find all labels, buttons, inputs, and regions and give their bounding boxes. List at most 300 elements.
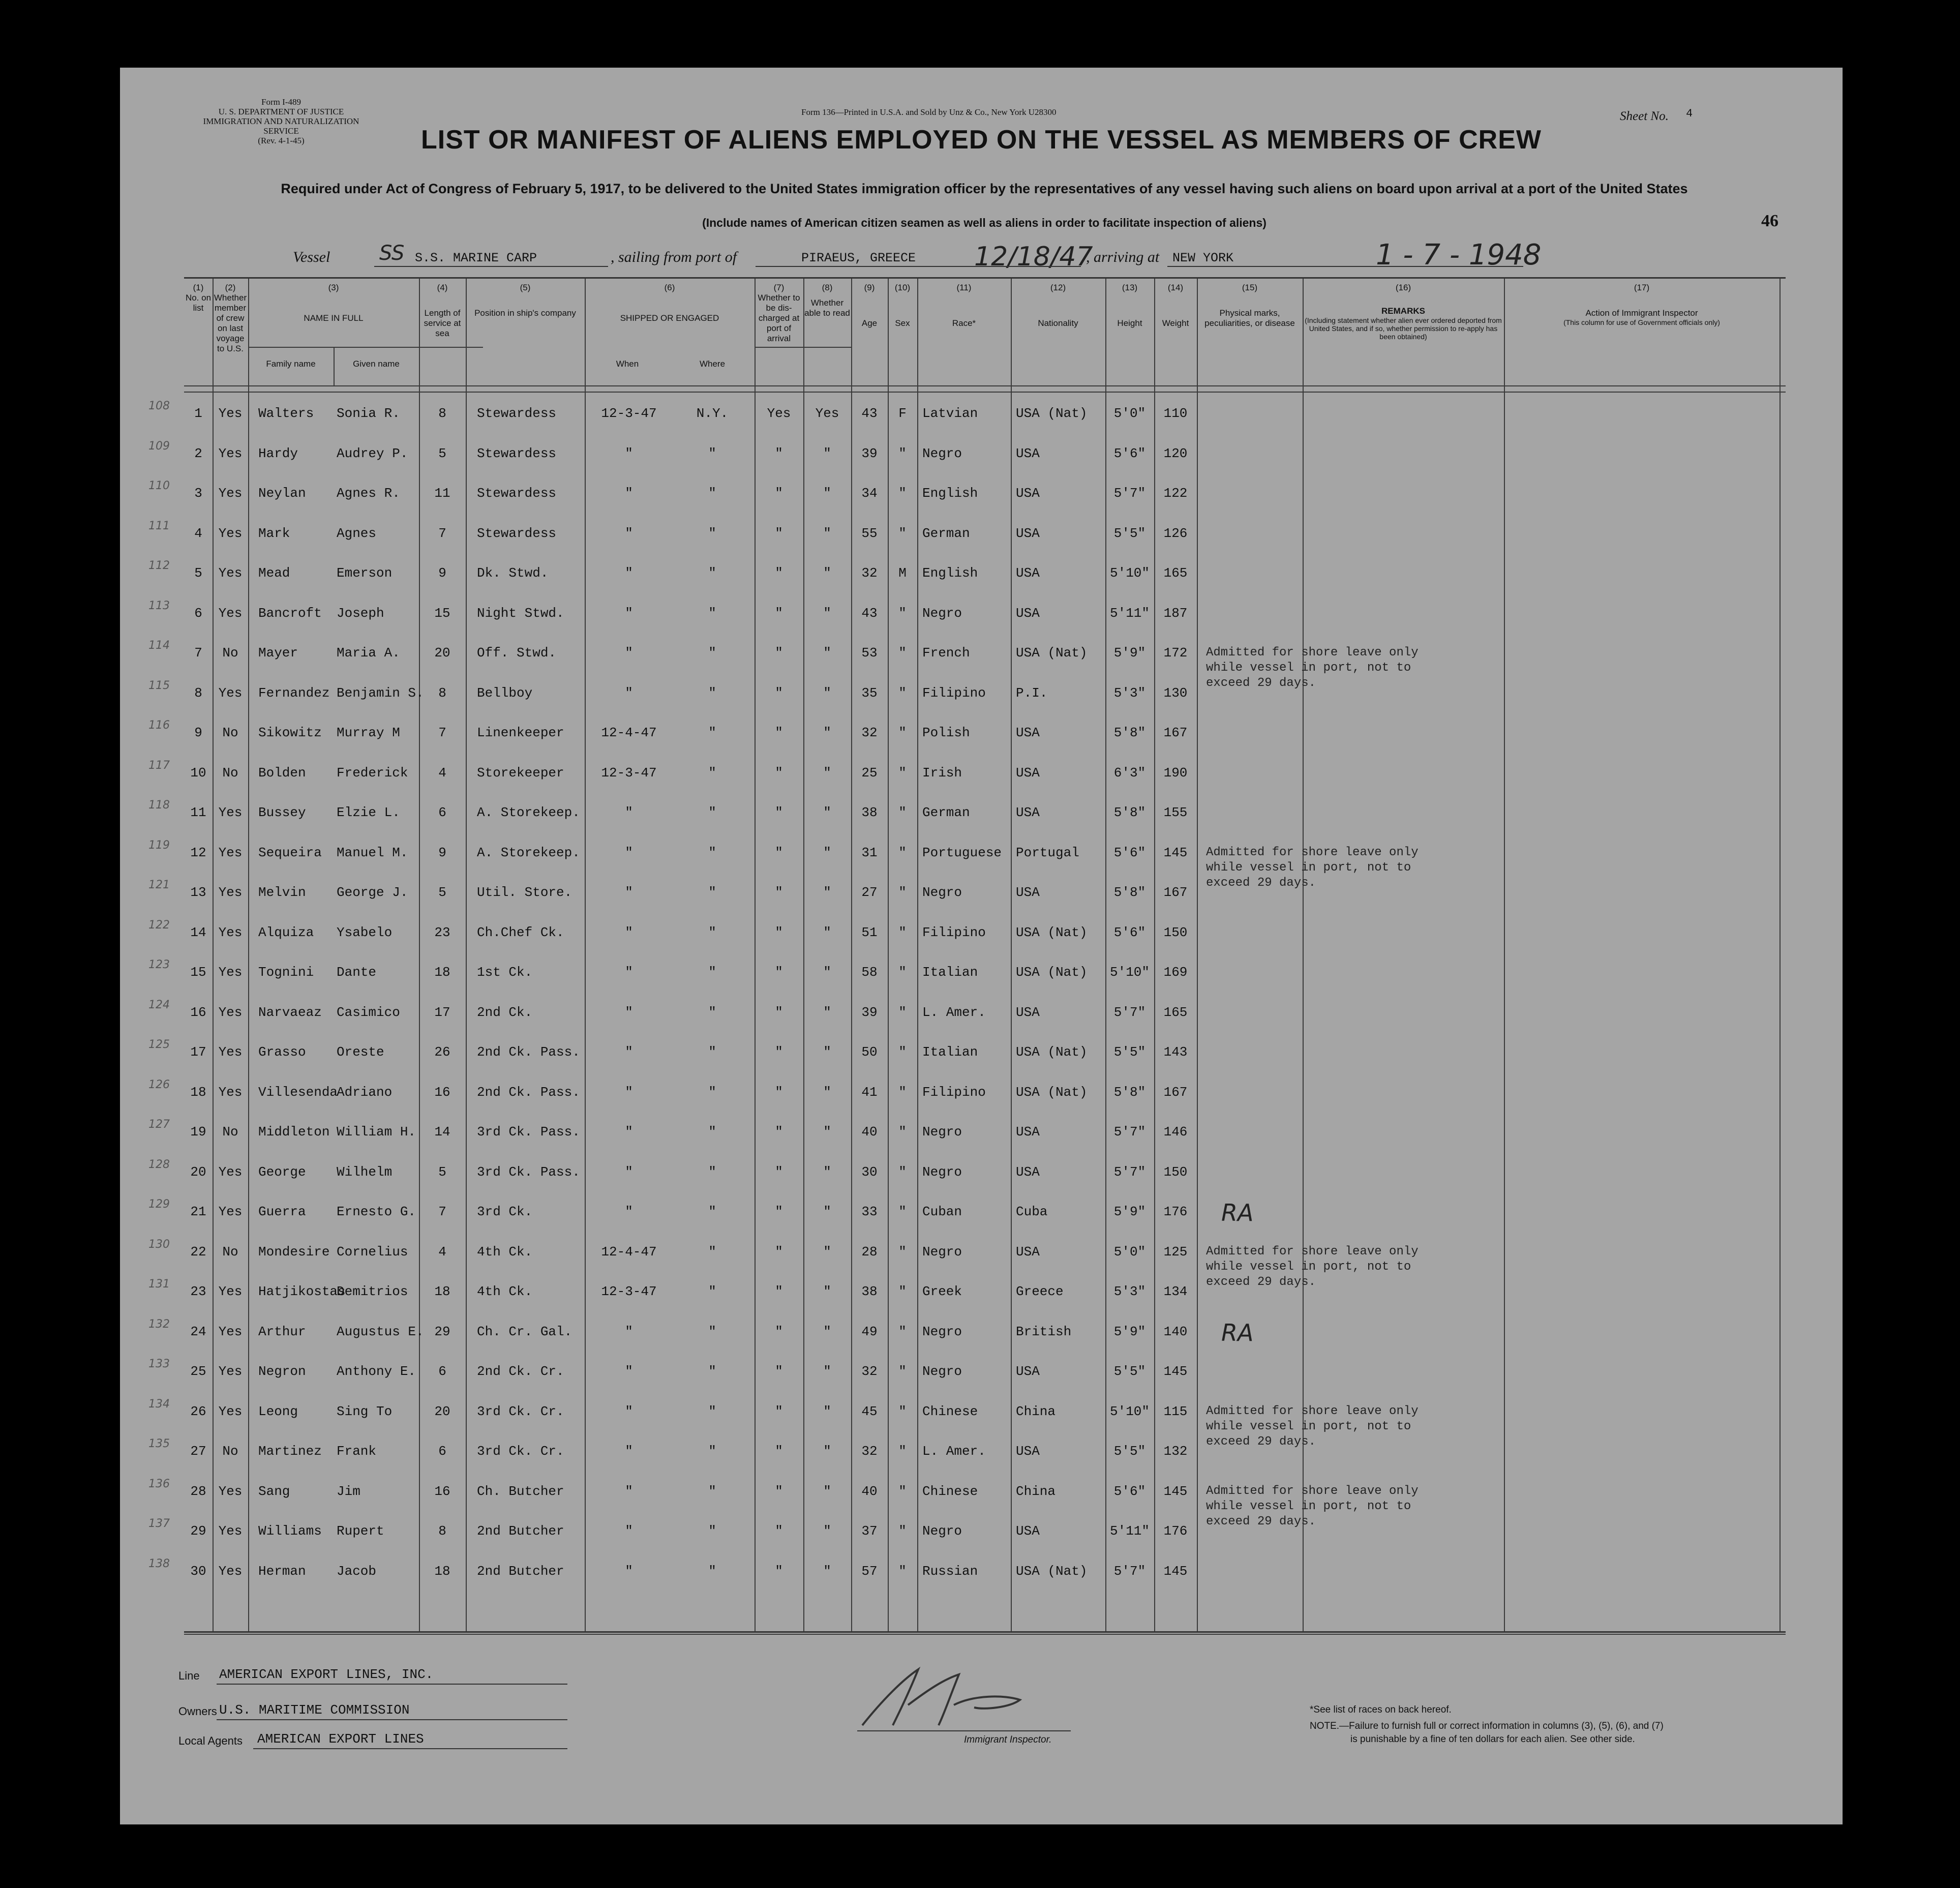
cell-prev: No xyxy=(222,645,238,661)
cell-family: Guerra xyxy=(258,1204,306,1219)
handwritten-serial: 136 xyxy=(148,1477,170,1490)
table-row xyxy=(148,759,1786,805)
cell-age: 37 xyxy=(861,1523,878,1539)
handwritten-serial: 134 xyxy=(148,1397,170,1411)
cell-ht: 5'0" xyxy=(1113,1244,1146,1260)
cell-given: Demitrios xyxy=(337,1284,408,1299)
handwritten-serial: 119 xyxy=(148,838,170,852)
cell-age: 31 xyxy=(861,845,878,860)
inspector-initials: RA xyxy=(1221,1199,1254,1226)
cell-dis: " xyxy=(775,1124,783,1140)
cell-dis: " xyxy=(775,845,783,860)
cell-given: Audrey P. xyxy=(337,445,408,461)
cell-no: 16 xyxy=(190,1004,206,1020)
cell-when: " xyxy=(625,1124,633,1140)
cell-svc: 29 xyxy=(434,1324,450,1339)
cell-dis: " xyxy=(775,1084,783,1100)
cell-dis: " xyxy=(775,805,783,820)
cell-read: " xyxy=(823,645,831,661)
col-5-header: (5) Position in ship's company xyxy=(474,283,576,318)
cell-pos: 2nd Ck. Cr. xyxy=(477,1364,564,1379)
cell-where: " xyxy=(708,605,716,621)
arrival-port: NEW YORK xyxy=(1172,251,1234,265)
cell-wt: 126 xyxy=(1163,525,1188,541)
cell-prev: Yes xyxy=(218,1204,243,1219)
cell-read: " xyxy=(823,1444,831,1459)
races-note: *See list of races on back hereof. xyxy=(1310,1704,1452,1715)
cell-age: 35 xyxy=(861,685,878,701)
handwritten-serial: 115 xyxy=(148,679,170,692)
cell-read: " xyxy=(823,1044,831,1060)
cell-prev: Yes xyxy=(218,845,243,860)
manifest-page xyxy=(120,68,1843,1824)
cell-wt: 155 xyxy=(1163,805,1188,820)
cell-dis: " xyxy=(775,445,783,461)
cell-age: 57 xyxy=(861,1563,878,1579)
cell-pos: Dk. Stwd. xyxy=(477,565,549,581)
cell-svc: 26 xyxy=(434,1044,450,1060)
cell-svc: 7 xyxy=(438,725,446,740)
cell-when: 12-4-47 xyxy=(601,1244,657,1260)
cell-svc: 5 xyxy=(438,445,446,461)
cell-nat: USA xyxy=(1016,805,1040,820)
cell-no: 18 xyxy=(190,1084,206,1100)
inspector-initials: RA xyxy=(1221,1318,1254,1346)
cell-where: " xyxy=(708,1244,716,1260)
vessel-handwritten: SS xyxy=(379,242,405,265)
cell-race: Negro xyxy=(922,445,962,461)
cell-age: 58 xyxy=(861,965,878,980)
cell-pos: Bellboy xyxy=(477,685,533,701)
remark-shore-leave: Admitted for shore leave only while vessel in port, not to exceed 29 days. xyxy=(1206,1404,1419,1449)
cell-wt: 145 xyxy=(1163,845,1188,860)
handwritten-serial: 125 xyxy=(148,1038,170,1051)
cell-wt: 167 xyxy=(1163,725,1188,740)
cell-dis: " xyxy=(775,1324,783,1339)
cell-pos: Stewardess xyxy=(477,445,557,461)
cell-prev: Yes xyxy=(218,885,243,900)
cell-wt: 176 xyxy=(1163,1204,1188,1219)
cell-nat: USA xyxy=(1016,765,1040,781)
cell-nat: USA (Nat) xyxy=(1016,645,1088,661)
cell-read: " xyxy=(823,965,831,980)
cell-age: 27 xyxy=(861,885,878,900)
remark-shore-leave: Admitted for shore leave only while vessel in port, not to exceed 29 days. xyxy=(1206,845,1419,890)
cell-when: " xyxy=(625,1563,633,1579)
cell-pos: 3rd Ck. Pass. xyxy=(477,1124,580,1140)
cell-given: George J. xyxy=(337,885,408,900)
cell-pos: 3rd Ck. Pass. xyxy=(477,1164,580,1180)
col-15-header: (15) Physical marks, peculiarities, or disease xyxy=(1204,283,1295,328)
cell-wt: 187 xyxy=(1163,605,1188,621)
cell-race: Negro xyxy=(922,1164,962,1180)
cell-sex: " xyxy=(898,445,907,461)
cell-given: Sing To xyxy=(337,1403,393,1419)
cell-where: " xyxy=(708,1403,716,1419)
voyage-line xyxy=(120,238,1843,272)
cell-svc: 8 xyxy=(438,406,446,421)
cell-svc: 20 xyxy=(434,1403,450,1419)
cell-read: Yes xyxy=(815,406,839,421)
cell-no: 5 xyxy=(194,565,202,581)
cell-where: " xyxy=(708,645,716,661)
cell-read: " xyxy=(823,1324,831,1339)
cell-wt: 145 xyxy=(1163,1364,1188,1379)
cell-nat: Greece xyxy=(1016,1284,1064,1299)
col-2-header: (2) Whether member of crew on last voyage to U.S. xyxy=(214,283,247,353)
cell-pos: Off. Stwd. xyxy=(477,645,557,661)
cell-where: " xyxy=(708,486,716,501)
cell-when: " xyxy=(625,1004,633,1020)
cell-pos: Stewardess xyxy=(477,525,557,541)
cell-dis: " xyxy=(775,1444,783,1459)
cell-sex: " xyxy=(898,605,907,621)
cell-no: 13 xyxy=(190,885,206,900)
cell-prev: Yes xyxy=(218,1284,243,1299)
cell-read: " xyxy=(823,565,831,581)
cell-wt: 132 xyxy=(1163,1444,1188,1459)
cell-no: 1 xyxy=(194,406,202,421)
cell-svc: 6 xyxy=(438,1364,446,1379)
cell-given: Elzie L. xyxy=(337,805,400,820)
cell-given: Emerson xyxy=(337,565,393,581)
handwritten-serial: 108 xyxy=(148,400,170,412)
cell-where: " xyxy=(708,845,716,860)
arriving-label: , arriving at xyxy=(1086,249,1160,265)
family-name-header: Family name xyxy=(266,359,316,369)
cell-when: " xyxy=(625,885,633,900)
cell-wt: 176 xyxy=(1163,1523,1188,1539)
cell-race: Negro xyxy=(922,885,962,900)
cell-wt: 125 xyxy=(1163,1244,1188,1260)
table-row xyxy=(148,719,1786,765)
handwritten-serial: 131 xyxy=(148,1278,170,1291)
cell-read: " xyxy=(823,1523,831,1539)
col-7-header: (7) Whether to be dis-charged at port of arrival xyxy=(758,283,800,343)
cell-no: 24 xyxy=(190,1324,206,1339)
cell-family: Neylan xyxy=(258,486,306,501)
cell-no: 14 xyxy=(190,924,206,940)
cell-sex: " xyxy=(898,965,907,980)
cell-race: Greek xyxy=(922,1284,962,1299)
cell-wt: 143 xyxy=(1163,1044,1188,1060)
cell-family: Walters xyxy=(258,406,314,421)
cell-when: " xyxy=(625,486,633,501)
cell-nat: USA xyxy=(1016,725,1040,740)
cell-sex: " xyxy=(898,1324,907,1339)
cell-age: 32 xyxy=(861,1444,878,1459)
printer-line: Form 136—Printed in U.S.A. and Sold by Unz & Co., New York U28300 xyxy=(801,107,1057,117)
cell-family: Arthur xyxy=(258,1324,306,1339)
cell-given: Cornelius xyxy=(337,1244,408,1260)
cell-family: Martinez xyxy=(258,1444,322,1459)
cell-wt: 130 xyxy=(1163,685,1188,701)
cell-prev: No xyxy=(222,725,238,740)
cell-dis: " xyxy=(775,1164,783,1180)
cell-prev: Yes xyxy=(218,1523,243,1539)
cell-when: " xyxy=(625,1204,633,1219)
cell-where: " xyxy=(708,685,716,701)
cell-nat: USA (Nat) xyxy=(1016,406,1088,421)
handwritten-serial: 110 xyxy=(148,480,170,492)
cell-nat: China xyxy=(1016,1483,1056,1499)
cell-sex: " xyxy=(898,1403,907,1419)
cell-race: English xyxy=(922,486,978,501)
cell-nat: USA xyxy=(1016,1444,1040,1459)
cell-pos: Ch. Cr. Gal. xyxy=(477,1324,572,1339)
cell-no: 2 xyxy=(194,445,202,461)
sailing-date: 12/18/47 xyxy=(974,242,1093,272)
cell-wt: 165 xyxy=(1163,565,1188,581)
vessel-label: Vessel xyxy=(293,249,330,265)
cell-race: German xyxy=(922,805,970,820)
cell-race: Negro xyxy=(922,1324,962,1339)
cell-pos: Ch. Butcher xyxy=(477,1483,564,1499)
cell-nat: USA (Nat) xyxy=(1016,924,1088,940)
cell-when: " xyxy=(625,445,633,461)
cell-read: " xyxy=(823,1244,831,1260)
table-row xyxy=(148,1238,1786,1284)
inspector-label: Immigrant Inspector. xyxy=(964,1734,1052,1745)
cell-where: " xyxy=(708,965,716,980)
cell-race: Negro xyxy=(922,1124,962,1140)
cell-prev: Yes xyxy=(218,1364,243,1379)
handwritten-serial: 112 xyxy=(148,559,170,572)
cell-sex: " xyxy=(898,1084,907,1100)
cell-svc: 4 xyxy=(438,765,446,781)
cell-prev: Yes xyxy=(218,685,243,701)
cell-nat: Cuba xyxy=(1016,1204,1048,1219)
cell-wt: 165 xyxy=(1163,1004,1188,1020)
cell-ht: 5'11" xyxy=(1109,605,1150,621)
cell-sex: " xyxy=(898,1563,907,1579)
cell-ht: 5'10" xyxy=(1109,1403,1150,1419)
cell-prev: No xyxy=(222,1444,238,1459)
cell-ht: 5'8" xyxy=(1113,1084,1146,1100)
cell-where: " xyxy=(708,885,716,900)
cell-when: " xyxy=(625,965,633,980)
cell-family: Bancroft xyxy=(258,605,322,621)
cell-pos: 2nd Ck. xyxy=(477,1004,533,1020)
cell-ht: 5'7" xyxy=(1113,486,1146,501)
cell-when: " xyxy=(625,845,633,860)
cell-family: Herman xyxy=(258,1563,306,1579)
cell-svc: 11 xyxy=(434,486,450,501)
cell-family: Hatjikostas xyxy=(258,1284,346,1299)
cell-read: " xyxy=(823,1084,831,1100)
cell-age: 38 xyxy=(861,805,878,820)
cell-wt: 145 xyxy=(1163,1563,1188,1579)
fine-note-2: is punishable by a fine of ten dollars for each alien. See other side. xyxy=(1350,1734,1635,1745)
cell-age: 32 xyxy=(861,725,878,740)
cell-family: Mayer xyxy=(258,645,298,661)
cell-no: 21 xyxy=(190,1204,206,1219)
cell-age: 28 xyxy=(861,1244,878,1260)
cell-when: " xyxy=(625,1324,633,1339)
cell-read: " xyxy=(823,1124,831,1140)
cell-dis: " xyxy=(775,1403,783,1419)
cell-ht: 5'8" xyxy=(1113,805,1146,820)
cell-sex: " xyxy=(898,1164,907,1180)
document-title: LIST OR MANIFEST OF ALIENS EMPLOYED ON THE VESSEL AS MEMBERS OF CREW xyxy=(421,125,1542,155)
cell-pos: Util. Store. xyxy=(477,885,572,900)
cell-no: 28 xyxy=(190,1483,206,1499)
cell-given: Benjamin S. xyxy=(337,685,424,701)
handwritten-serial: 127 xyxy=(148,1118,170,1131)
cell-prev: Yes xyxy=(218,406,243,421)
cell-no: 7 xyxy=(194,645,202,661)
cell-sex: " xyxy=(898,885,907,900)
col-8-header: (8) Whether able to read xyxy=(804,283,850,318)
cell-age: 38 xyxy=(861,1284,878,1299)
cell-no: 25 xyxy=(190,1364,206,1379)
cell-pos: A. Storekeep. xyxy=(477,845,580,860)
cell-dis: " xyxy=(775,1204,783,1219)
cell-wt: 190 xyxy=(1163,765,1188,781)
cell-where: " xyxy=(708,1124,716,1140)
cell-ht: 5'5" xyxy=(1113,525,1146,541)
cell-prev: Yes xyxy=(218,486,243,501)
cell-wt: 145 xyxy=(1163,1483,1188,1499)
cell-when: " xyxy=(625,1403,633,1419)
cell-dis: " xyxy=(775,1004,783,1020)
cell-where: " xyxy=(708,725,716,740)
cell-family: Negron xyxy=(258,1364,306,1379)
cell-age: 50 xyxy=(861,1044,878,1060)
table-row xyxy=(148,1118,1786,1164)
cell-svc: 6 xyxy=(438,1444,446,1459)
cell-nat: USA xyxy=(1016,1164,1040,1180)
cell-given: Casimico xyxy=(337,1004,400,1020)
cell-family: Bussey xyxy=(258,805,306,820)
form-number: Form I-489 xyxy=(261,97,301,107)
cell-prev: No xyxy=(222,765,238,781)
cell-wt: 167 xyxy=(1163,885,1188,900)
cell-prev: Yes xyxy=(218,525,243,541)
cell-ht: 5'5" xyxy=(1113,1444,1146,1459)
cell-family: Melvin xyxy=(258,885,306,900)
cell-given: Oreste xyxy=(337,1044,384,1060)
col-1-header: (1) No. on list xyxy=(185,283,212,313)
cell-sex: " xyxy=(898,805,907,820)
cell-where: N.Y. xyxy=(696,406,729,421)
cell-read: " xyxy=(823,1164,831,1180)
cell-family: Fernandez xyxy=(258,685,330,701)
cell-family: Sequeira xyxy=(258,845,322,860)
cell-given: Ysabelo xyxy=(337,924,393,940)
cell-svc: 5 xyxy=(438,885,446,900)
cell-given: Joseph xyxy=(337,605,384,621)
cell-svc: 17 xyxy=(434,1004,450,1020)
cell-prev: Yes xyxy=(218,445,243,461)
department: U. S. DEPARTMENT OF JUSTICE xyxy=(218,107,344,116)
cell-ht: 5'8" xyxy=(1113,725,1146,740)
cell-dis: " xyxy=(775,525,783,541)
cell-svc: 8 xyxy=(438,685,446,701)
cell-wt: 120 xyxy=(1163,445,1188,461)
cell-read: " xyxy=(823,1284,831,1299)
cell-read: " xyxy=(823,1483,831,1499)
revision: (Rev. 4-1-45) xyxy=(258,136,305,145)
remark-shore-leave: Admitted for shore leave only while vessel in port, not to exceed 29 days. xyxy=(1206,646,1419,690)
cell-nat: USA xyxy=(1016,1244,1040,1260)
cell-age: 40 xyxy=(861,1483,878,1499)
cell-pos: Night Stwd. xyxy=(477,605,564,621)
cell-race: German xyxy=(922,525,970,541)
cell-dis: Yes xyxy=(767,406,791,421)
handwritten-serial: 126 xyxy=(148,1078,170,1091)
cell-pos: 2nd Butcher xyxy=(477,1523,564,1539)
cell-ht: 5'7" xyxy=(1113,1164,1146,1180)
cell-age: 40 xyxy=(861,1124,878,1140)
cell-wt: 172 xyxy=(1163,645,1188,661)
cell-wt: 146 xyxy=(1163,1124,1188,1140)
cell-prev: Yes xyxy=(218,1483,243,1499)
cell-ht: 5'9" xyxy=(1113,1204,1146,1219)
cell-nat: USA xyxy=(1016,1004,1040,1020)
cell-no: 10 xyxy=(190,765,206,781)
cell-given: Anthony E. xyxy=(337,1364,416,1379)
cell-where: " xyxy=(708,1364,716,1379)
cell-where: " xyxy=(708,1483,716,1499)
cell-when: " xyxy=(625,1364,633,1379)
handwritten-serial: 135 xyxy=(148,1437,170,1450)
cell-ht: 5'3" xyxy=(1113,1284,1146,1299)
cell-pos: 3rd Ck. xyxy=(477,1204,533,1219)
cell-nat: P.I. xyxy=(1016,685,1048,701)
cell-read: " xyxy=(823,805,831,820)
cell-when: 12-4-47 xyxy=(601,725,657,740)
cell-given: Augustus E. xyxy=(337,1324,424,1339)
handwritten-serial: 123 xyxy=(148,958,170,971)
cell-sex: " xyxy=(898,645,907,661)
cell-given: Agnes xyxy=(337,525,377,541)
cell-no: 26 xyxy=(190,1403,206,1419)
cell-dis: " xyxy=(775,1044,783,1060)
cell-family: Bolden xyxy=(258,765,306,781)
cell-ht: 5'7" xyxy=(1113,1004,1146,1020)
cell-age: 41 xyxy=(861,1084,878,1100)
cell-race: Negro xyxy=(922,1523,962,1539)
cell-dis: " xyxy=(775,885,783,900)
cell-sex: " xyxy=(898,1204,907,1219)
cell-read: " xyxy=(823,525,831,541)
cell-sex: " xyxy=(898,1523,907,1539)
handwritten-serial: 121 xyxy=(148,879,170,891)
cell-sex: " xyxy=(898,1284,907,1299)
cell-dis: " xyxy=(775,486,783,501)
cell-where: " xyxy=(708,525,716,541)
cell-no: 20 xyxy=(190,1164,206,1180)
cell-when: " xyxy=(625,525,633,541)
cell-no: 17 xyxy=(190,1044,206,1060)
cell-when: 12-3-47 xyxy=(601,406,657,421)
cell-nat: USA xyxy=(1016,605,1040,621)
cell-no: 9 xyxy=(194,725,202,740)
cell-family: Tognini xyxy=(258,965,314,980)
cell-pos: Stewardess xyxy=(477,486,557,501)
cell-race: Irish xyxy=(922,765,962,781)
arrival-date: 1 - 7 - 1948 xyxy=(1376,238,1542,272)
when-header: When xyxy=(616,359,639,369)
remark-shore-leave: Admitted for shore leave only while vessel in port, not to exceed 29 days. xyxy=(1206,1484,1419,1529)
cell-age: 53 xyxy=(861,645,878,661)
cell-pos: Linenkeeper xyxy=(477,725,564,740)
cell-svc: 14 xyxy=(434,1124,450,1140)
cell-svc: 23 xyxy=(434,924,450,940)
cell-prev: Yes xyxy=(218,605,243,621)
cell-wt: 169 xyxy=(1163,965,1188,980)
